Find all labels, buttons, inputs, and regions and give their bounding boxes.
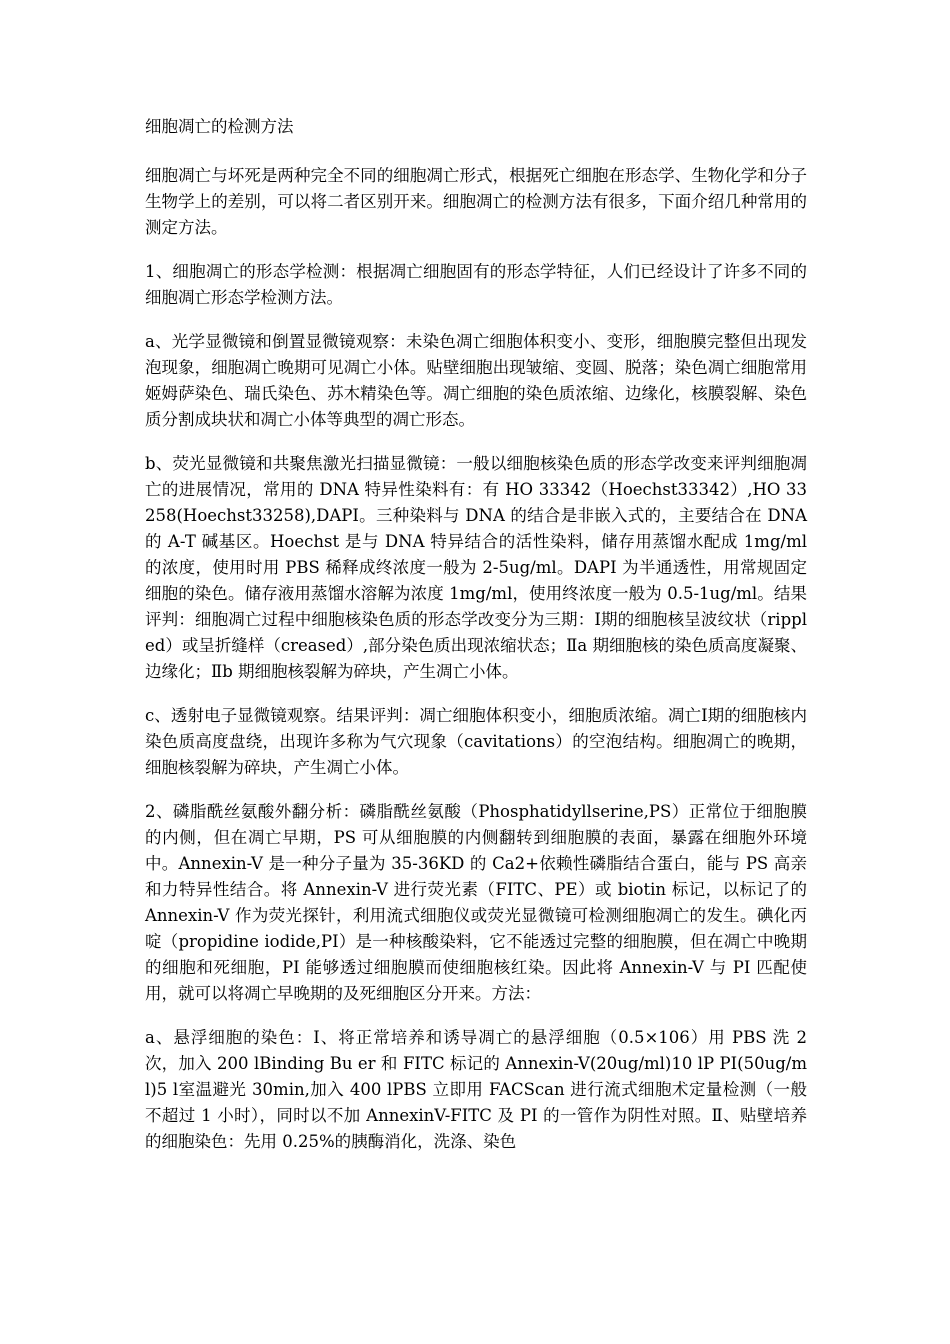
paragraph-1a-optical-microscope: a、光学显微镜和倒置显微镜观察：未染色凋亡细胞体积变小、变形，细胞膜完整但出现发泡现象，细胞凋亡晚期可见凋亡小体。贴壁细胞出现皱缩、变圆、脱落；染色凋亡细胞常用姬姆萨染色、瑞氏染色、苏木精染色等。凋亡细胞的染色质浓缩、边缘化，核膜裂解、染色质分割成块状和凋亡小体等典型的凋亡形态。 [145,332,807,429]
paragraph-section-2-ps-eversion: 2、磷脂酰丝氨酸外翻分析：磷脂酰丝氨酸（Phosphatidyllserine,PS）正常位于细胞膜的内侧，但在凋亡早期，PS 可从细胞膜的内侧翻转到细胞膜的表面，暴露在细胞外环境中。Annexin-V 是一种分子量为 35-36KD 的 Ca2+依赖性磷脂结合蛋白，能与 PS 高亲和力特异性结合。将 Annexin-V 进行荧光素（FITC、PE）或 biotin 标记，以标记了的 Annexin-V 作为荧光探针，利用流式细胞仪或荧光显微镜可检测细胞凋亡的发生。碘化丙啶（propidine iodide,PI）是一种核酸染料，它不能透过完整的细胞膜，但在凋亡中晚期的细胞和死细胞，PI 能够透过细胞膜而使细胞核红染。因此将 Annexin-V 与 PI 匹配使用，就可以将凋亡早晚期的及死细胞区分开来。方法： [145,802,807,1003]
paragraph-section-1-morphology: 1、细胞凋亡的形态学检测：根据凋亡细胞固有的形态学特征，人们已经设计了许多不同的细胞凋亡形态学检测方法。 [145,262,807,307]
paragraph-1b-fluorescence-microscope: b、荧光显微镜和共聚焦激光扫描显微镜：一般以细胞核染色质的形态学改变来评判细胞凋亡的进展情况，常用的 DNA 特异性染料有：有 HO 33342（Hoechst33342）,HO 33258(Hoechst33258),DAPI。三种染料与 DNA 的结合是非嵌入式的，主要结合在 DNA 的 A-T 碱基区。Hoechst 是与 DNA 特异结合的活性染料，储存用蒸馏水配成 1mg/ml 的浓度，使用时用 PBS 稀释成终浓度一般为 2-5ug/ml。DAPI 为半通透性，用常规固定细胞的染色。储存液用蒸馏水溶解为浓度 1mg/ml，使用终浓度一般为 0.5-1ug/ml。结果评判：细胞凋亡过程中细胞核染色质的形态学改变分为三期：Ⅰ期的细胞核呈波纹状（rippled）或呈折缝样（creased）,部分染色质出现浓缩状态；Ⅱa 期细胞核的染色质高度凝聚、边缘化；Ⅱb 期细胞核裂解为碎块，产生凋亡小体。 [145,454,807,681]
paragraph-2a-suspension-staining: a、悬浮细胞的染色：Ⅰ、将正常培养和诱导凋亡的悬浮细胞（0.5×106）用 PBS 洗 2 次，加入 200 lBinding Bu er 和 FITC 标记的 Annexin-V(20ug/ml)10 lP PI(50ug/ml)5 l室温避光 30min,加入 400 lPBS 立即用 FACScan 进行流式细胞术定量检测（一般不超过 1 小时），同时以不加 AnnexinV-FITC 及 PI 的一管作为阴性对照。Ⅱ、贴壁培养的细胞染色：先用 0.25%的胰酶消化，洗涤、染色 [145,1028,807,1151]
paragraph-1c-electron-microscope: c、透射电子显微镜观察。结果评判：凋亡细胞体积变小，细胞质浓缩。凋亡Ⅰ期的细胞核内染色质高度盘绕，出现许多称为气穴现象（cavitations）的空泡结构。细胞凋亡的晚期，细胞核裂解为碎块，产生凋亡小体。 [145,706,807,777]
document-body [145,114,807,1155]
paragraph-intro: 细胞凋亡与坏死是两种完全不同的细胞凋亡形式，根据死亡细胞在形态学、生物化学和分子生物学上的差别，可以将二者区别开来。细胞凋亡的检测方法有很多，下面介绍几种常用的测定方法。 [145,166,807,237]
document-title: 细胞凋亡的检测方法 [145,117,294,136]
